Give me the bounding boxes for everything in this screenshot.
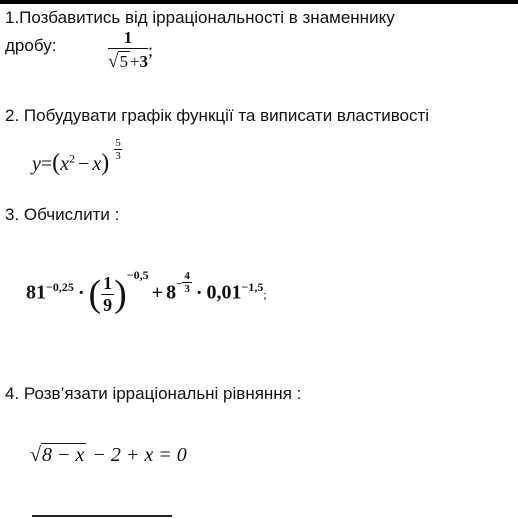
task2-x: x <box>60 153 70 175</box>
task3-exp2: −0,5 <box>126 267 149 282</box>
task3-dot2: · <box>195 281 203 304</box>
task4-radicand: 8 − x <box>41 444 85 466</box>
task3-exp4: −1,5 <box>241 279 264 294</box>
task3-exp3-num: 4 <box>184 269 190 282</box>
bottom-rule <box>32 515 172 517</box>
task2-exp-num: 5 <box>115 136 121 149</box>
task3-expression: $81^{-0,25}$ · ( $\frac{1}{9}$ )$^{-0,5}$+ 8− $\frac{4}{3}$ · $0,01^{-1,5}$; <box>26 267 267 315</box>
task2-exp-den: 3 <box>115 149 121 162</box>
sqrt-sign: √ <box>108 51 119 72</box>
task3-base1: 81 <box>26 281 46 304</box>
task4-equation <box>30 444 187 467</box>
task1-semicolon: ; <box>148 40 154 60</box>
task3-semicolon: ; <box>263 287 267 302</box>
task2-close: ) <box>101 150 110 176</box>
task3-exp3-sign: − <box>176 277 183 290</box>
task3-frac-den: 9 <box>103 294 113 315</box>
sqrt-sign: √ <box>30 444 41 466</box>
task1-text-line2: дробу: <box>5 36 57 55</box>
task4-text: 4. Розв’язати ірраціональні рівняння : <box>5 384 302 403</box>
task1-text-line1: 1.Позбавитись від ірраціональності в знаменнику <box>5 8 395 27</box>
task1-radicand: 5 <box>119 52 128 71</box>
task2-formula <box>32 136 122 178</box>
task3-exp1: −0,25 <box>46 279 74 294</box>
top-border <box>0 0 518 4</box>
task2-x2: x <box>92 153 102 175</box>
task2-x-exp: 2 <box>69 151 76 166</box>
task1-fraction <box>108 28 153 73</box>
task1-numerator: 1 <box>108 28 148 49</box>
task2-minus: − <box>78 153 90 175</box>
task3-plus: + <box>151 281 164 304</box>
task2-eq: = <box>40 153 53 175</box>
task3-dot1: · <box>77 281 85 304</box>
task3-base3: 8 <box>166 281 177 304</box>
task2-y: y <box>32 153 41 175</box>
task2-text: 2. Побудувати графік функції та виписати властивості <box>5 106 430 125</box>
task4-rest: − 2 + x = 0 <box>92 444 187 466</box>
task2-open: ( <box>52 150 61 176</box>
task1-addend: 3 <box>139 52 149 71</box>
task3-base4: 0,01 <box>206 281 242 304</box>
task3-frac-num: 1 <box>103 272 113 293</box>
task1-plus: + <box>129 52 140 71</box>
task3-text: 3. Обчислити : <box>5 205 120 224</box>
task3-exp3-den: 3 <box>184 282 190 295</box>
